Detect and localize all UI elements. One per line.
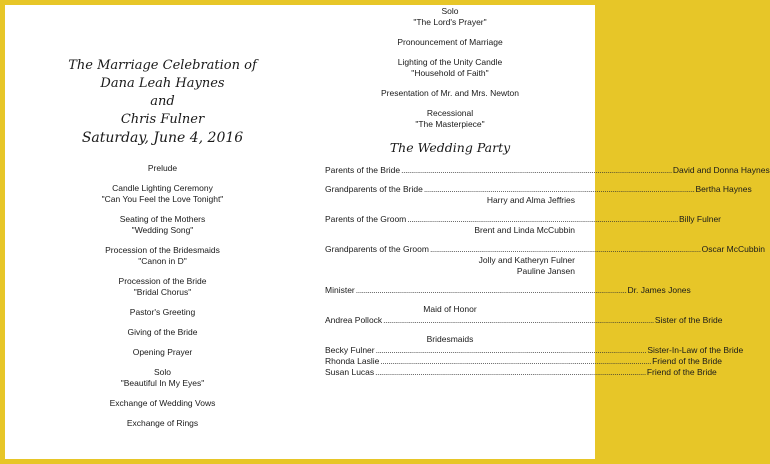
party-role: Susan Lucas (325, 367, 375, 377)
dot-leader: .......................................................................................................................................... (401, 165, 672, 175)
party-names: Friend of the Bride (646, 367, 717, 377)
program-item-pronouncement: Pronouncement of Marriage (397, 37, 503, 47)
dot-leader: .......................................................................................................................................... (380, 356, 652, 366)
program-item-procession-bridesmaids-song: "Canon in D" (138, 256, 187, 266)
program-item-pastors-greeting: Pastor's Greeting (129, 307, 196, 317)
program-item-candle-lighting-song: "Can You Feel the Love Tonight" (101, 194, 224, 204)
dot-leader: .......................................................................................................................................... (355, 285, 627, 295)
party-extra-name: Jolly and Katheryn Fulner (478, 255, 575, 265)
program-item-unity-candle-song: "Household of Faith" (411, 68, 489, 78)
program-item-prelude: Prelude (147, 163, 178, 173)
party-row-grandparents-groom (325, 244, 765, 255)
party-row-parents-bride (325, 165, 770, 176)
program-item-recessional-song: "The Masterpiece" (415, 119, 485, 129)
party-extra-name: Brent and Linda McCubbin (474, 225, 575, 235)
right-column (325, 5, 770, 378)
party-role: Parents of the Bride (325, 165, 401, 175)
party-names: Friend of the Bride (652, 356, 722, 366)
program-item-exchange-rings: Exchange of Rings (126, 418, 199, 428)
party-role: Minister (325, 285, 355, 295)
party-role: Grandparents of the Bride (325, 184, 423, 194)
dot-leader: .......................................................................................................................................... (375, 367, 646, 377)
party-row-bridesmaid (325, 367, 717, 378)
left-column (40, 5, 285, 429)
party-role: Rhonda Laslie (325, 356, 380, 366)
program-item-solo-song: "Beautiful In My Eyes" (120, 378, 205, 388)
program-item-presentation: Presentation of Mr. and Mrs. Newton (381, 88, 519, 98)
wedding-party-title: The Wedding Party (389, 140, 511, 155)
party-names: Bertha Haynes (695, 184, 752, 194)
party-extra-name: Harry and Alma Jeffries (486, 195, 575, 205)
title-and: and (150, 94, 175, 109)
program-item-seating-mothers: Seating of the Mothers (119, 214, 206, 224)
party-row-grandparents-bride (325, 184, 752, 195)
dot-leader: .......................................................................................................................................... (407, 214, 678, 224)
party-role: Parents of the Groom (325, 214, 407, 224)
bridesmaids-heading: Bridesmaids (426, 334, 474, 344)
party-names: Sister of the Bride (654, 315, 723, 325)
party-role: Becky Fulner (325, 345, 375, 355)
program-sheet (5, 5, 770, 459)
party-role: Grandparents of the Groom (325, 244, 429, 254)
party-names: Sister-In-Law of the Bride (647, 345, 744, 355)
program-item-candle-lighting: Candle Lighting Ceremony (112, 183, 213, 193)
dot-leader: .......................................................................................................................................... (429, 244, 701, 254)
party-names: David and Donna Haynes (672, 165, 770, 175)
program-item-procession-bride: Procession of the Bride (118, 276, 207, 286)
program-item-solo: Solo (153, 367, 171, 377)
party-extra-name: Pauline Jansen (516, 266, 575, 276)
dot-leader: .......................................................................................................................................... (375, 345, 647, 355)
title-date: Saturday, June 4, 2016 (81, 130, 244, 146)
ceremony-program-left (40, 163, 285, 429)
program-item-solo-2: Solo (441, 6, 459, 16)
program-item-solo-2-song: "The Lord's Prayer" (413, 17, 487, 27)
program-item-seating-mothers-song: "Wedding Song" (131, 225, 194, 235)
program-item-exchange-vows: Exchange of Wedding Vows (109, 398, 216, 408)
program-item-giving-bride: Giving of the Bride (127, 327, 198, 337)
ceremony-program-right (325, 6, 575, 130)
party-names: Dr. James Jones (627, 285, 691, 295)
party-row-minister (325, 285, 691, 296)
program-item-unity-candle: Lighting of the Unity Candle (397, 57, 503, 67)
title-celebration: The Marriage Celebration of (68, 58, 257, 73)
dot-leader: .......................................................................................................................................... (383, 315, 654, 325)
program-item-procession-bridesmaids: Procession of the Bridesmaids (105, 245, 220, 255)
program-item-opening-prayer: Opening Prayer (132, 347, 193, 357)
party-row-bridesmaid (325, 356, 722, 367)
party-row-maid-of-honor (325, 315, 723, 326)
party-row-parents-groom (325, 214, 722, 225)
maid-of-honor-heading: Maid of Honor (423, 304, 477, 314)
program-item-recessional: Recessional (426, 108, 474, 118)
dot-leader: .......................................................................................................................................... (423, 184, 695, 194)
party-role: Andrea Pollock (325, 315, 383, 325)
party-names: Billy Fulner (678, 214, 722, 224)
title-groom-name: Chris Fulner (120, 112, 205, 127)
title-bride-name: Dana Leah Haynes (100, 76, 225, 91)
party-names: Oscar McCubbin (701, 244, 765, 254)
party-row-bridesmaid (325, 345, 744, 356)
program-item-procession-bride-song: "Bridal Chorus" (133, 287, 192, 297)
